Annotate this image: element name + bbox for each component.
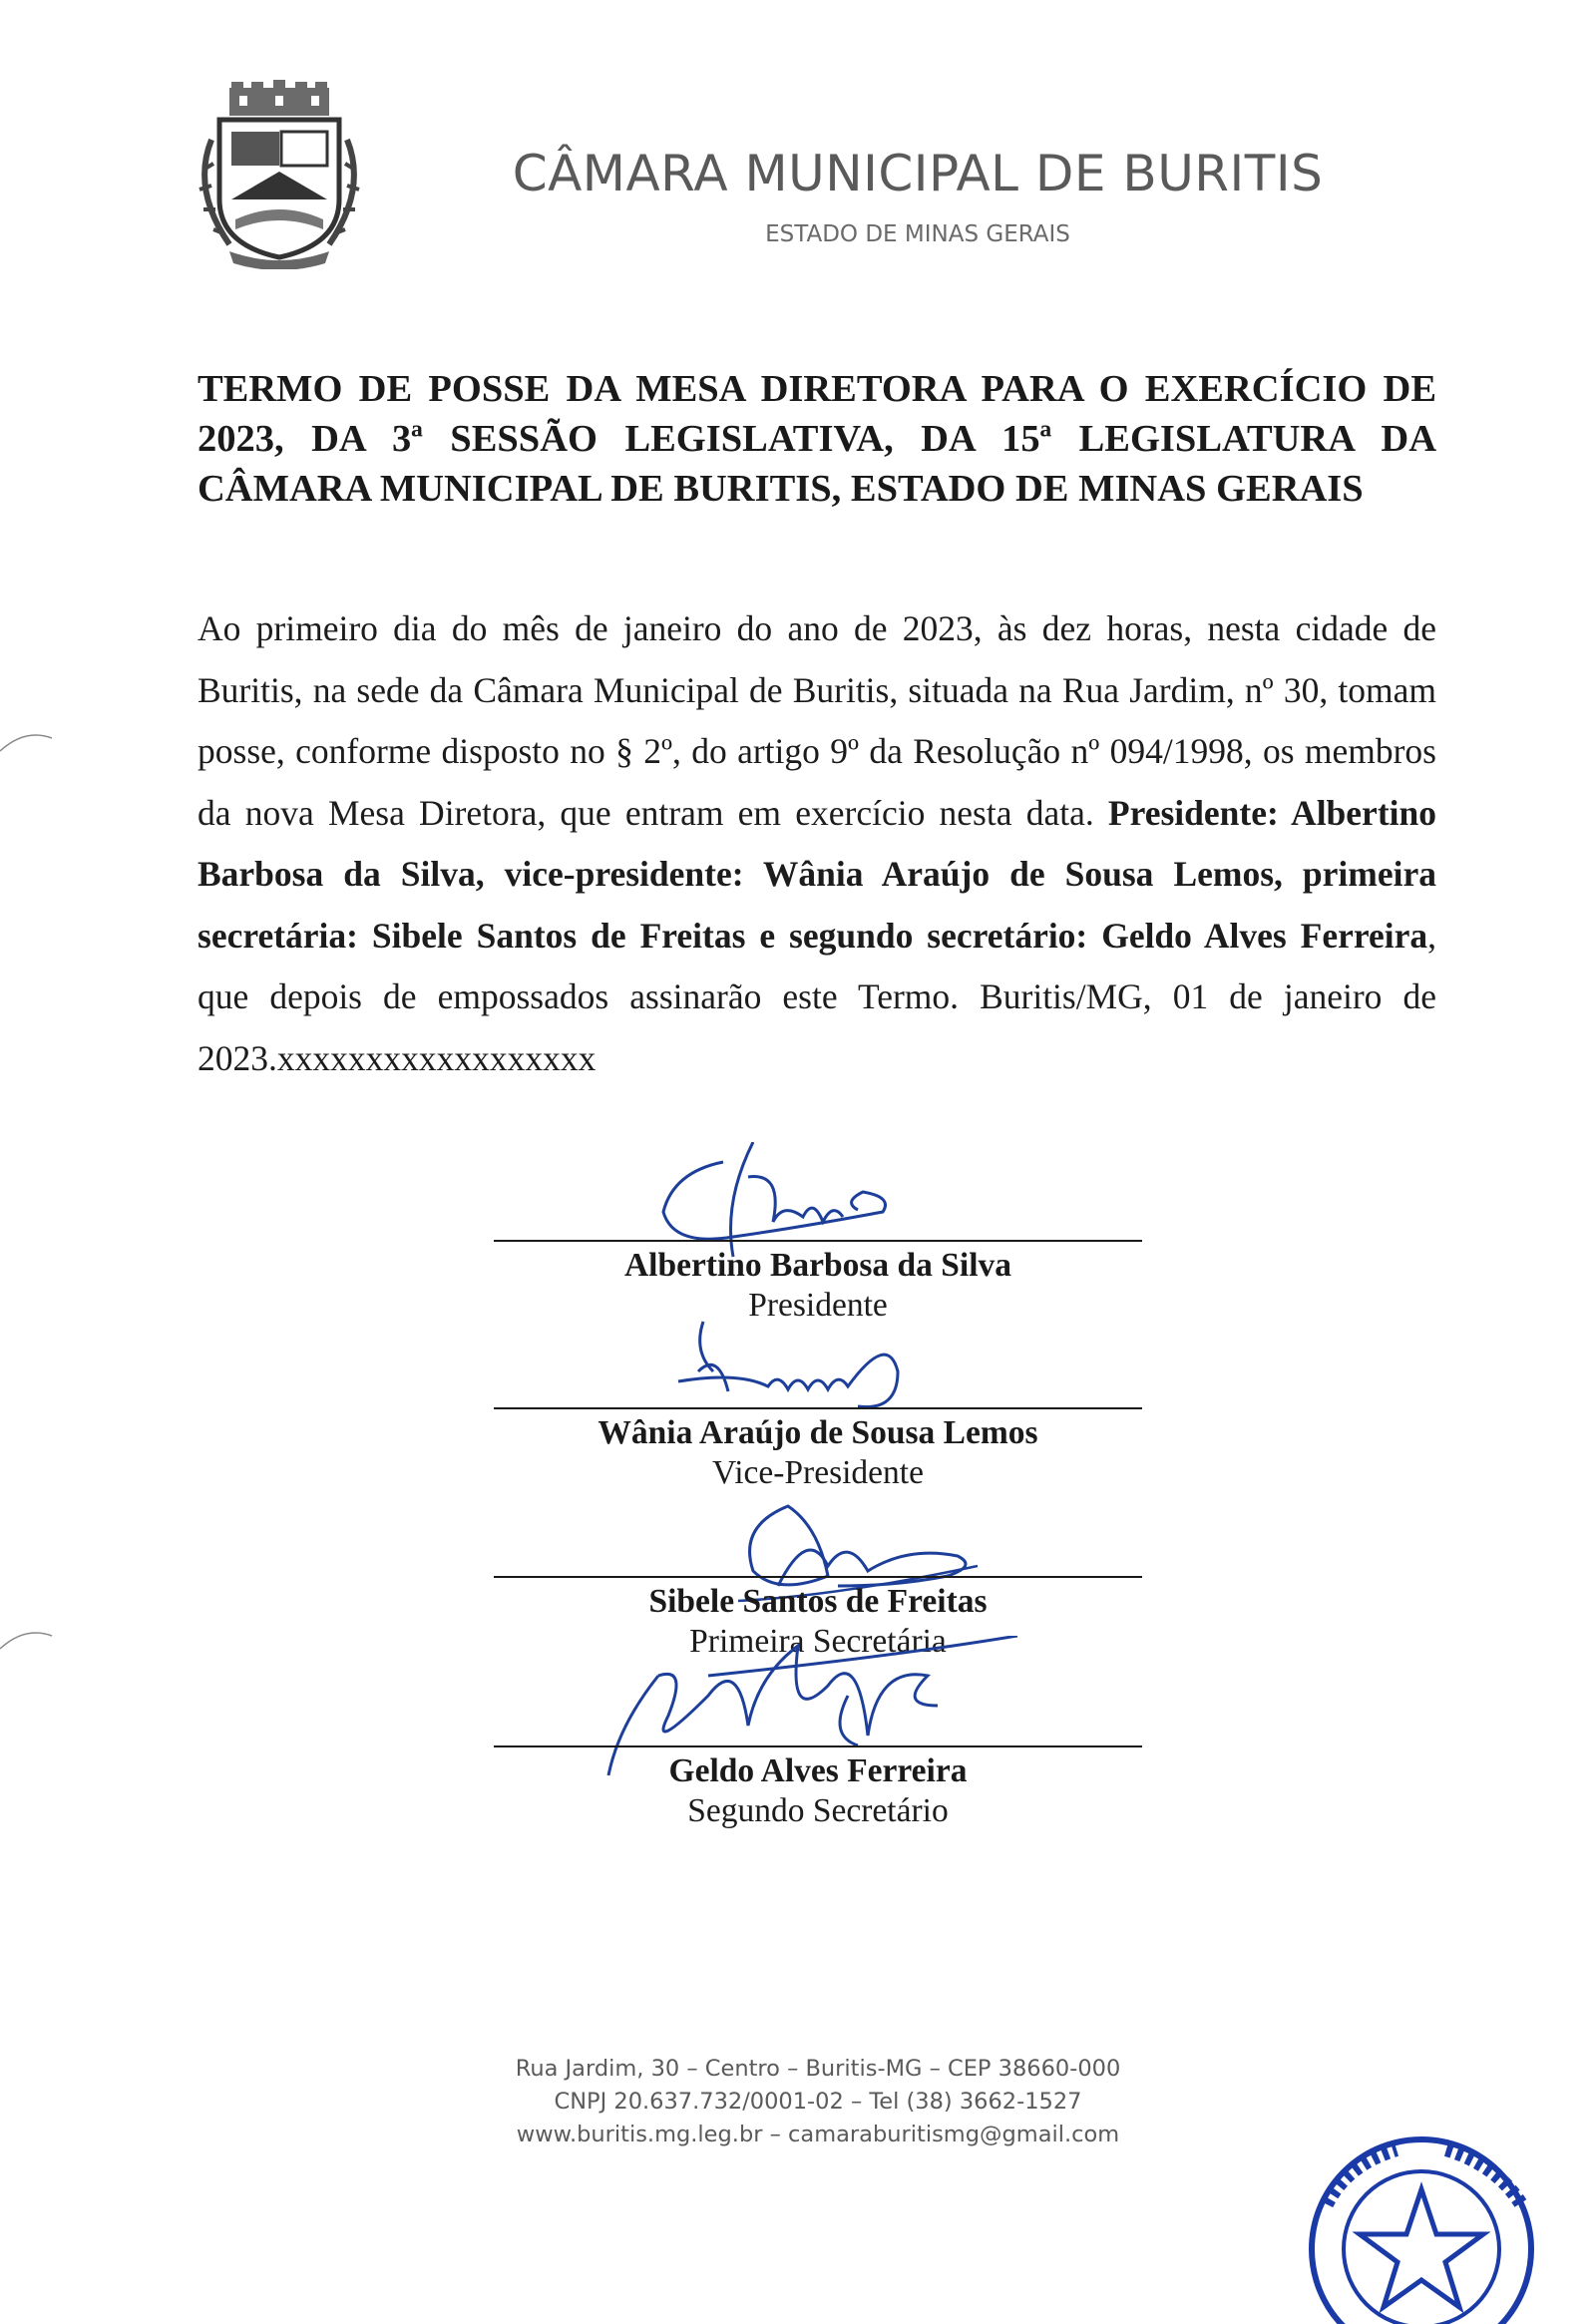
organization-state: ESTADO DE MINAS GERAIS: [765, 221, 1070, 247]
scan-edge-mark: [0, 1621, 60, 1651]
footer-web-email: www.buritis.mg.leg.br – camaraburitismg@gmail.com: [516, 2122, 1120, 2147]
organization-name: CÂMARA MUNICIPAL DE BURITIS: [512, 145, 1324, 202]
signature-line: [494, 1745, 1142, 1747]
footer-cnpj-phone: CNPJ 20.637.732/0001-02 – Tel (38) 3662-1527: [554, 2089, 1082, 2115]
signer-role: Presidente: [748, 1287, 888, 1324]
signature-line: [494, 1240, 1142, 1242]
registry-stamp: [1287, 2125, 1546, 2324]
signature-scribble-vice-president: [658, 1312, 918, 1421]
signature-block-president: [494, 1240, 1142, 1326]
signature-block-vice-president: [494, 1407, 1142, 1493]
signer-name: Albertino Barbosa da Silva: [623, 1247, 1012, 1284]
signature-line: [494, 1407, 1142, 1409]
signature-line: [494, 1576, 1142, 1578]
scan-edge-mark: [0, 723, 60, 753]
document-title: TERMO DE POSSE DA MESA DIRETORA PARA O EXERCÍCIO DE 2023, DA 3ª SESSÃO LEGISLATIVA, DA 15ª LEGISLATURA DA CÂMARA MUNICIPAL DE BURITIS, ESTADO DE MINAS GERAIS: [198, 368, 1436, 510]
signer-role: Segundo Secretário: [687, 1792, 949, 1829]
body-members: Presidente: Albertino Barbosa da Silva, vice-presidente: Wânia Araújo de Sousa Lemos, primeira secretária: Sibele Santos de Freitas e segundo secretário: Geldo Alves Ferreira: [198, 792, 1436, 956]
footer-address: Rua Jardim, 30 – Centro – Buritis-MG – CEP 38660-000: [515, 2056, 1121, 2082]
signer-name: Geldo Alves Ferreira: [668, 1752, 968, 1789]
signer-role: Vice-Presidente: [712, 1454, 924, 1491]
signature-block-first-secretary: [494, 1576, 1142, 1662]
signer-name: Wânia Araújo de Sousa Lemos: [598, 1414, 1038, 1451]
body-intro: Ao primeiro dia do mês de janeiro do ano de 2023, às dez horas, nesta cidade de Buritis, na sede da Câmara Municipal de Buritis, situada na Rua Jardim, nº 30, tomam posse, conforme disposto no § 2º, do artigo 9º da Resolução nº 094/1998, os membros da nova Mesa Diretora, que entram em exercício nesta data.: [198, 608, 1436, 833]
signature-block-second-secretary: [494, 1745, 1142, 1831]
municipal-coat-of-arms: [190, 80, 369, 269]
body-closing: , que depois de empossados assinarão este Termo. Buritis/MG, 01 de janeiro de 2023.xxxxxxxxxxxxxxxxxx: [198, 915, 1436, 1078]
signer-name: Sibele Santos de Freitas: [648, 1583, 988, 1620]
signer-role: Primeira Secretária: [689, 1623, 947, 1660]
document-footer: [399, 2053, 1237, 2151]
document-body: [198, 598, 1436, 1089]
